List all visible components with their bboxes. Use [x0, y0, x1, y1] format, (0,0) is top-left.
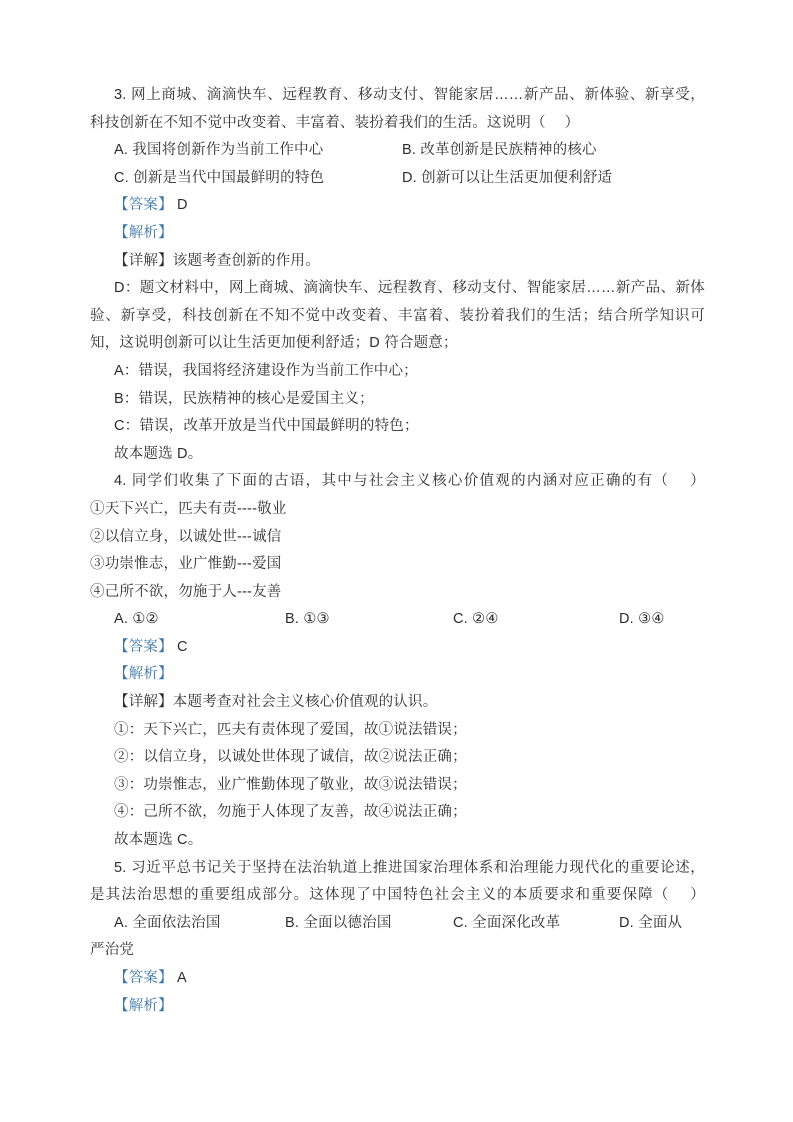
- text-run: A：错误，我国将经济建设作为当前工作中心；: [114, 362, 418, 379]
- q4-analysis-label-line: [90, 661, 705, 689]
- text-run: D：题文材料中，网上商城、滴滴快车、远程教育、移动支付、智能家居……新产品、新体: [114, 280, 705, 297]
- text-run: 严治党: [90, 942, 135, 959]
- text-run: C：错误，改革开放是当代中国最鲜明的特色；: [114, 418, 419, 435]
- text-run: 验、新享受，科技创新在不知不觉中改变着、丰富着、装扮着我们的生活；结合所学知识可: [90, 307, 705, 324]
- q3-conclusion-line: [90, 441, 705, 469]
- bracket-label: 【解析】: [114, 224, 173, 241]
- q4-explain-2-line: [90, 744, 705, 772]
- text-run: ③功崇惟志，业广惟勤---爱国: [90, 556, 282, 573]
- text-run: D: [172, 197, 188, 214]
- text-run: ④：己所不欲，勿施于人体现了友善，故④说法正确；: [114, 804, 467, 821]
- option-text: A. ①②: [114, 611, 159, 628]
- q4-item-1-line: [90, 496, 705, 524]
- text-run: 3. 网上商城、滴滴快车、远程教育、移动支付、智能家居……新产品、新体验、新享受，: [114, 87, 705, 103]
- text-run: ①天下兴亡，匹夫有责----敬业: [90, 500, 287, 517]
- text-run: 知，这说明创新可以让生活更加便利舒适；D 符合题意；: [90, 335, 458, 352]
- q5-analysis-label-line: [90, 993, 705, 1021]
- option-text: B. 全面以德治国: [285, 914, 392, 931]
- option-text: C. 全面深化改革: [453, 914, 561, 931]
- text-run: ②以信立身，以诚处世---诚信: [90, 528, 282, 545]
- q3-options-row-2: [90, 165, 705, 193]
- bracket-label: 【答案】: [114, 638, 173, 655]
- q3-explain-b-line: [90, 386, 705, 414]
- q4-explain-4-line: [90, 799, 705, 827]
- option-text: A. 全面依法治国: [114, 914, 221, 931]
- q4-options-row: [90, 606, 705, 634]
- text-run: 故本题选 D。: [114, 445, 203, 462]
- option-text: C. 创新是当代中国最鲜明的特色: [114, 169, 325, 186]
- q3-explain-a-line: [90, 358, 705, 386]
- text-run: B：错误，民族精神的核心是爱国主义；: [114, 390, 374, 407]
- text-run: ③：功崇惟志，业广惟勤体现了敬业，故③说法错误；: [114, 776, 467, 793]
- bracket-label: 【答案】: [114, 197, 173, 214]
- q4-explain-1-line: [90, 717, 705, 745]
- q4-item-4-line: [90, 579, 705, 607]
- q5-option-d-wrap-line: [90, 937, 705, 965]
- q3-options-row-1: [90, 137, 705, 165]
- option-text: D. 创新可以让生活更加便利舒适: [402, 169, 613, 186]
- q4-answer-line: [90, 634, 705, 662]
- q3-detail-line: [90, 248, 705, 276]
- option-text: B. 改革创新是民族精神的核心: [402, 142, 597, 159]
- q3-stem-line-2: [90, 110, 705, 138]
- option-text: A. 我国将创新作为当前工作中心: [114, 142, 324, 159]
- q5-stem-line-2: [90, 882, 705, 910]
- q3-analysis-label-line: [90, 220, 705, 248]
- q5-stem-line-1: [90, 855, 705, 883]
- q3-stem-line-1: [90, 82, 705, 110]
- q3-explain-d-line-2: [90, 303, 705, 331]
- option-text: D. 全面从: [619, 914, 683, 931]
- text-run: ②：以信立身，以诚处世体现了诚信，故②说法正确；: [114, 749, 467, 766]
- text-run: 【详解】本题考查对社会主义核心价值观的认识。: [114, 694, 438, 711]
- text-run: 是其法治思想的重要组成部分。这体现了中国特色社会主义的本质要求和重要保障（ ）: [90, 887, 705, 904]
- q4-item-2-line: [90, 524, 705, 552]
- q5-answer-line: [90, 965, 705, 993]
- q3-explain-d-line-1: [90, 275, 705, 303]
- q4-explain-3-line: [90, 772, 705, 800]
- option-text: C. ②④: [453, 611, 499, 628]
- text-run: 【详解】该题考查创新的作用。: [114, 252, 320, 269]
- q4-detail-line: [90, 689, 705, 717]
- q4-conclusion-line: [90, 827, 705, 855]
- option-text: B. ①③: [285, 611, 330, 628]
- text-run: A: [172, 970, 187, 986]
- bracket-label: 【解析】: [114, 666, 173, 683]
- q4-stem-line: [90, 468, 705, 496]
- text-run: 4. 同学们收集了下面的古语，其中与社会主义核心价值观的内涵对应正确的有（ ）: [114, 473, 705, 490]
- exam-document-body: [90, 82, 705, 1020]
- q3-explain-d-line-3: [90, 330, 705, 358]
- text-run: ④己所不欲，勿施于人---友善: [90, 583, 282, 600]
- text-run: C: [172, 638, 188, 655]
- bracket-label: 【解析】: [114, 997, 173, 1014]
- option-text: D. ③④: [619, 611, 665, 628]
- text-run: 故本题选 C。: [114, 832, 203, 849]
- q5-options-row: [90, 910, 705, 938]
- bracket-label: 【答案】: [114, 970, 173, 986]
- text-run: 科技创新在不知不觉中改变着、丰富着、装扮着我们的生活。这说明（ ）: [90, 114, 580, 131]
- text-run: ①：天下兴亡，匹夫有责体现了爱国，故①说法错误；: [114, 721, 467, 738]
- q4-item-3-line: [90, 551, 705, 579]
- q3-answer-line: [90, 192, 705, 220]
- text-run: 5. 习近平总书记关于坚持在法治轨道上推进国家治理体系和治理能力现代化的重要论述，: [114, 859, 705, 876]
- q3-explain-c-line: [90, 413, 705, 441]
